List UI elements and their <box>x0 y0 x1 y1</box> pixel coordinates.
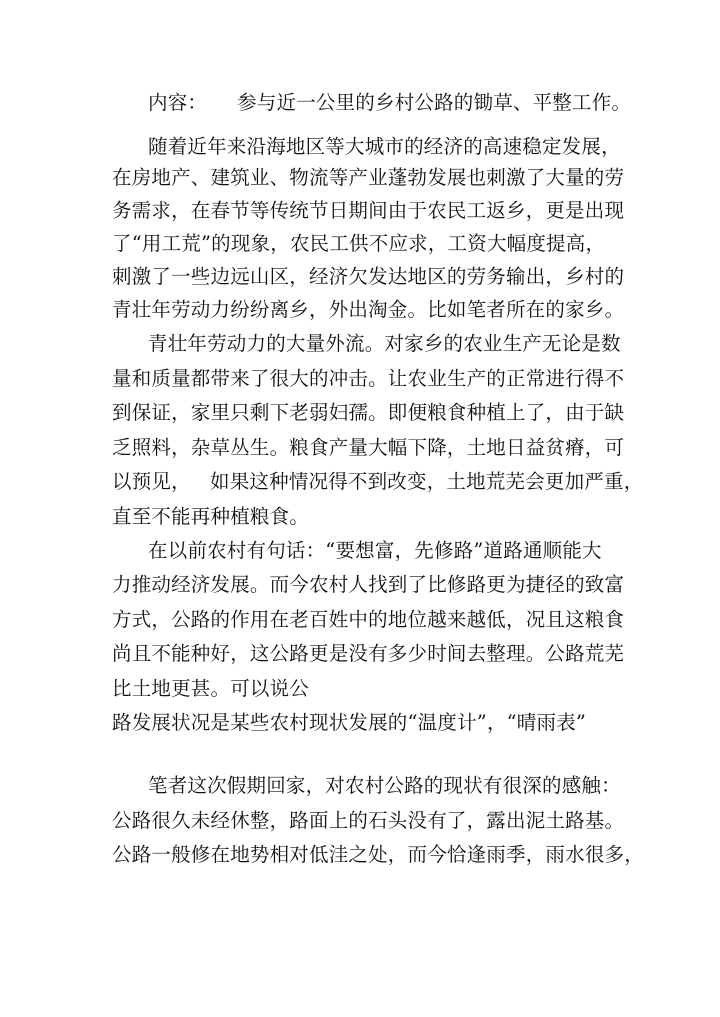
paragraph-line: 务需求，在春节等传统节日期间由于农民工返乡，更是出现 <box>112 199 625 222</box>
paragraph-line: 量和质量都带来了很大的冲击。让农业生产的正常进行得不 <box>112 367 625 390</box>
paragraph-line: 直至不能再种植粮食。 <box>112 505 310 528</box>
paragraph-line: 公路很久未经休整，路面上的石头没有了，露出泥土路基。 <box>112 809 625 832</box>
paragraph-line: 方式，公路的作用在老百姓中的地位越来越低，况且这粮食 <box>112 608 625 631</box>
paragraph-line: 在房地产、建筑业、物流等产业蓬勃发展也刺激了大量的劳 <box>112 166 625 189</box>
paragraph-line: 尚且不能种好，这公路更是没有多少时间去整理。公路荒芜 <box>112 642 625 665</box>
content-label: 内容： <box>148 91 208 114</box>
paragraph-line: 青壮年劳动力的大量外流。对家乡的农业生产无论是数 <box>148 332 621 355</box>
paragraph-line: 到保证，家里只剩下老弱妇孺。即便粮食种植上了，由于缺 <box>112 401 625 424</box>
paragraph-line: 比土地更甚。可以说公 <box>112 677 310 700</box>
content-line <box>148 91 632 115</box>
paragraph-line: 笔者这次假期回家，对农村公路的现状有很深的感触： <box>148 774 621 797</box>
paragraph-line: 以预见， 如果这种情况得不到改变，土地荒芜会更加严重， <box>112 470 644 493</box>
paragraph-line: 力推动经济发展。而今农村人找到了比修路更为捷径的致富 <box>112 573 625 596</box>
paragraph-line: 乏照料，杂草丛生。粮食产量大幅下降，土地日益贫瘠，可 <box>112 436 625 459</box>
paragraph-line: 在以前农村有句话：“要想富，先修路”道路通顺能大 <box>148 539 602 562</box>
paragraph-line: 青壮年劳动力纷纷离乡，外出淘金。比如笔者所在的家乡。 <box>112 298 625 321</box>
paragraph-line: 公路一般修在地势相对低洼之处，而今恰逢雨季，雨水很多， <box>112 843 644 866</box>
paragraph-line: 随着近年来沿海地区等大城市的经济的高速稳定发展， <box>148 135 621 158</box>
content-text: 参与近一公里的乡村公路的锄草、平整工作。 <box>237 91 632 114</box>
paragraph-line: 了“用工荒”的现象，农民工供不应求，工资大幅度提高， <box>112 232 606 255</box>
paragraph-line: 刺激了一些边远山区，经济欠发达地区的劳务输出，乡村的 <box>112 265 625 288</box>
paragraph-line: 路发展状况是某些农村现状发展的“温度计”，“晴雨表” <box>112 711 587 734</box>
